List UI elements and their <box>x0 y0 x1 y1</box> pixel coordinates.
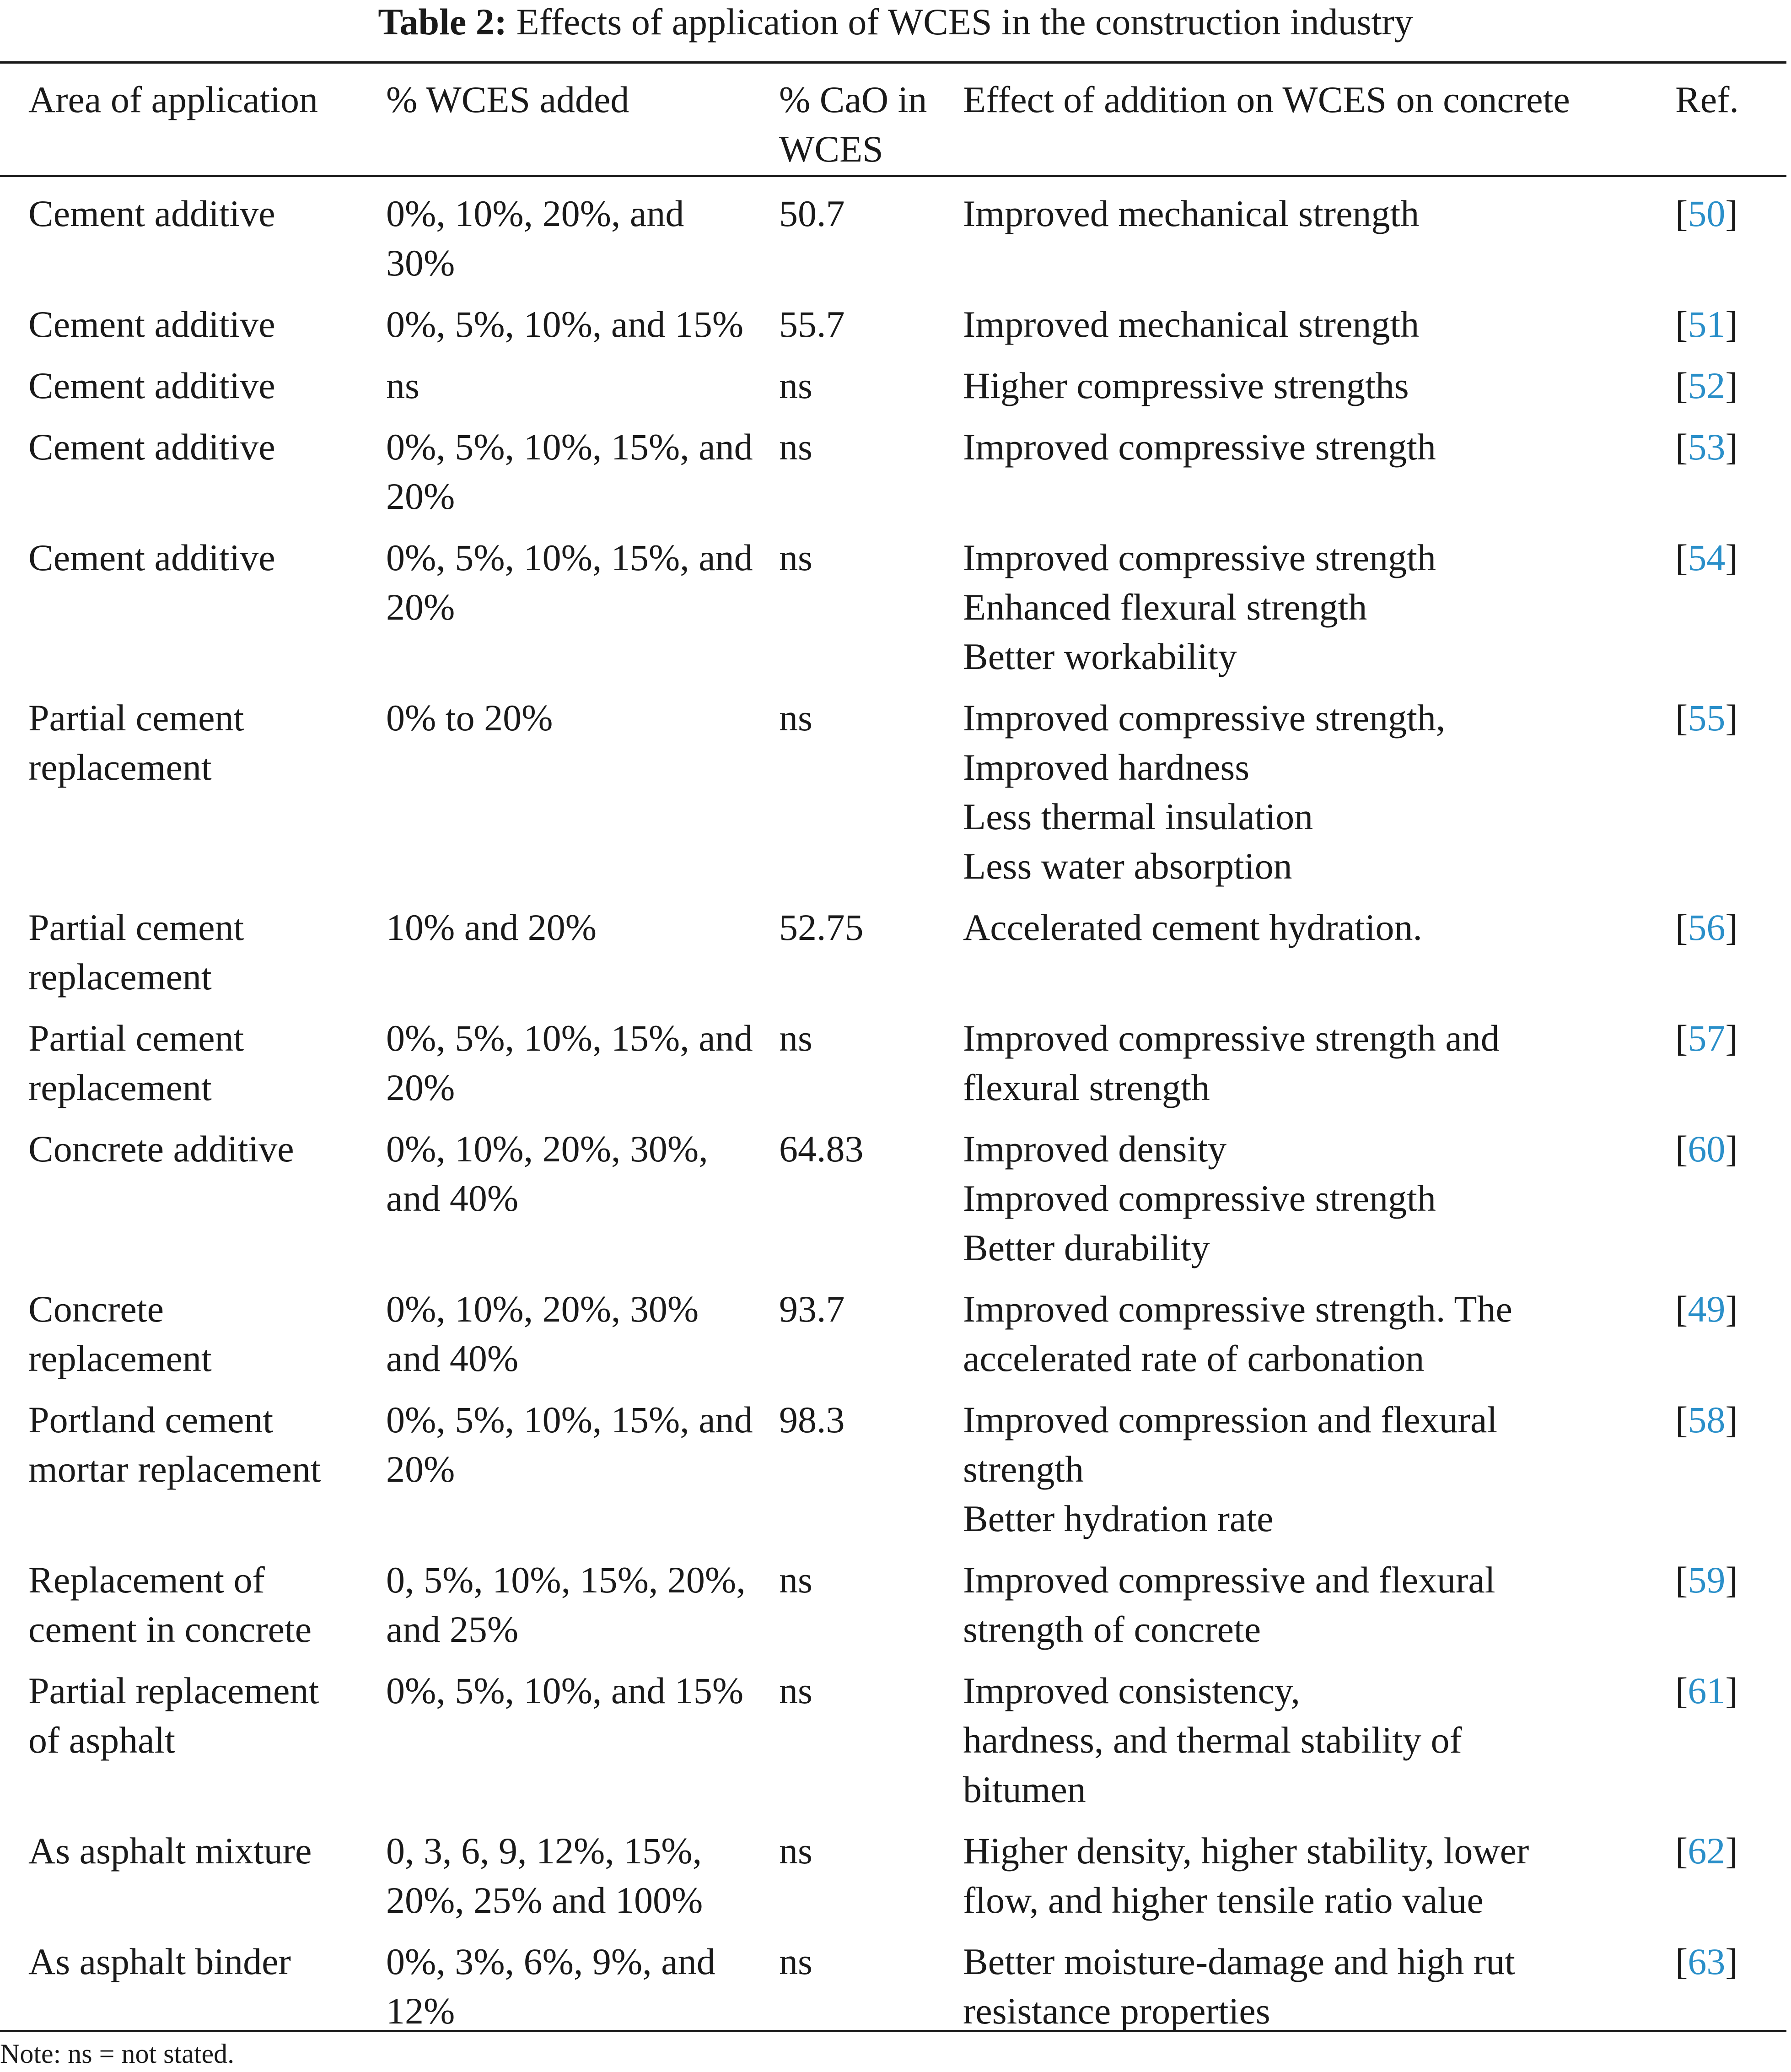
table-row <box>0 533 1786 693</box>
cell-area <box>0 361 355 422</box>
header-wces: % WCES added <box>386 79 629 120</box>
cell-line: and 40% <box>386 1338 519 1379</box>
cell-line: and 25% <box>386 1608 519 1650</box>
table-row <box>0 1284 1786 1395</box>
cell-line: As asphalt binder <box>28 1941 291 1982</box>
cell-line: 0%, 5%, 10%, 15%, and <box>386 1017 753 1059</box>
reference-link[interactable]: 58 <box>1688 1399 1726 1441</box>
cell-line: 0%, 5%, 10%, and 15% <box>386 1670 744 1711</box>
reference-link[interactable]: 60 <box>1688 1128 1726 1170</box>
cell-cao: 64.83 <box>779 1128 864 1170</box>
cell-wces <box>355 1395 779 1555</box>
cell-line: As asphalt mixture <box>28 1830 312 1872</box>
cell-line: Improved compressive strength, <box>963 697 1446 739</box>
reference-link[interactable]: 50 <box>1688 193 1726 234</box>
cell-line: resistance properties <box>963 1990 1270 2032</box>
table-label: Table 2: <box>378 1 507 43</box>
reference-link[interactable]: 52 <box>1688 365 1726 406</box>
cell-line: Enhanced flexural strength <box>963 586 1367 628</box>
cell-wces <box>355 1826 779 1937</box>
cell-cao: ns <box>779 1830 812 1872</box>
cell-cao: 98.3 <box>779 1399 845 1441</box>
cell-effect <box>963 361 1658 422</box>
table-row <box>0 1395 1786 1555</box>
cell-line: Improved compressive and flexural <box>963 1559 1495 1601</box>
cell-effect <box>963 1826 1658 1937</box>
cell-wces <box>355 300 779 361</box>
reference-link[interactable]: 59 <box>1688 1559 1726 1601</box>
cell-line: Improved compressive strength. The <box>963 1288 1512 1330</box>
cell-area <box>0 1826 355 1937</box>
table-row <box>0 422 1786 533</box>
cell-effect <box>963 1014 1658 1124</box>
header-row <box>0 69 1786 183</box>
cell-line: 20% <box>386 1067 455 1108</box>
table-row <box>0 1666 1786 1826</box>
cell-line: Better durability <box>963 1227 1210 1268</box>
cell-cao: 93.7 <box>779 1288 845 1330</box>
cell-wces <box>355 1284 779 1395</box>
cell-wces <box>355 1124 779 1284</box>
cell-line: 0% to 20% <box>386 697 553 739</box>
cell-cao: ns <box>779 1670 812 1711</box>
cell-line: mortar replacement <box>28 1448 321 1490</box>
cell-wces <box>355 693 779 903</box>
cell-ref: [60] <box>1675 1128 1738 1170</box>
cell-line: cement in concrete <box>28 1608 312 1650</box>
cell-effect <box>963 903 1658 1014</box>
cell-line: Improved consistency, <box>963 1670 1301 1711</box>
reference-link[interactable]: 62 <box>1688 1830 1726 1872</box>
cell-effect <box>963 300 1658 361</box>
cell-cao: 52.75 <box>779 906 864 948</box>
cell-line: 0, 3, 6, 9, 12%, 15%, <box>386 1830 702 1872</box>
cell-cao: 55.7 <box>779 303 845 345</box>
reference-link[interactable]: 55 <box>1688 697 1726 739</box>
cell-line: 0, 5%, 10%, 15%, 20%, <box>386 1559 746 1601</box>
cell-line: 0%, 5%, 10%, 15%, and <box>386 1399 753 1441</box>
cell-line: Improved density <box>963 1128 1227 1170</box>
cell-line: 0%, 10%, 20%, 30% <box>386 1288 699 1330</box>
cell-line: flow, and higher tensile ratio value <box>963 1879 1484 1921</box>
cell-line: Concrete <box>28 1288 164 1330</box>
cell-area <box>0 300 355 361</box>
cell-line: replacement <box>28 956 212 998</box>
cell-ref: [61] <box>1675 1670 1738 1711</box>
reference-link[interactable]: 56 <box>1688 906 1726 948</box>
table-row <box>0 1826 1786 1937</box>
cell-cao: ns <box>779 1559 812 1601</box>
cell-line: Cement additive <box>28 303 275 345</box>
cell-line: replacement <box>28 1067 212 1108</box>
reference-link[interactable]: 49 <box>1688 1288 1726 1330</box>
cell-line: Partial cement <box>28 697 244 739</box>
cell-line: ns <box>386 365 420 406</box>
bottom-rule <box>0 2030 1786 2032</box>
cell-line: 10% and 20% <box>386 906 597 948</box>
cell-line: Partial cement <box>28 906 244 948</box>
cell-line: Less thermal insulation <box>963 796 1313 837</box>
cell-effect <box>963 1395 1658 1555</box>
reference-link[interactable]: 54 <box>1688 537 1726 578</box>
table-row <box>0 183 1786 300</box>
cell-effect <box>963 1284 1658 1395</box>
cell-line: Improved compressive strength <box>963 426 1436 468</box>
cell-area <box>0 1395 355 1555</box>
cell-effect <box>963 533 1658 693</box>
table-body <box>0 183 1786 2048</box>
cell-line: 30% <box>386 242 455 284</box>
cell-wces <box>355 903 779 1014</box>
cell-line: 0%, 5%, 10%, 15%, and <box>386 537 753 578</box>
reference-link[interactable]: 57 <box>1688 1017 1726 1059</box>
cell-ref: [52] <box>1675 365 1738 406</box>
cell-area <box>0 1124 355 1284</box>
cell-line: flexural strength <box>963 1067 1210 1108</box>
top-rule <box>0 61 1786 64</box>
cell-wces <box>355 1666 779 1826</box>
cell-line: 20% <box>386 1448 455 1490</box>
cell-line: Better hydration rate <box>963 1498 1274 1539</box>
cell-line: Cement additive <box>28 193 275 234</box>
table-row <box>0 1124 1786 1284</box>
cell-ref: [57] <box>1675 1017 1738 1059</box>
cell-line: hardness, and thermal stability of <box>963 1719 1462 1761</box>
cell-line: Cement additive <box>28 426 275 468</box>
cell-line: 20%, 25% and 100% <box>386 1879 703 1921</box>
table-caption <box>0 0 1791 46</box>
cell-line: and 40% <box>386 1177 519 1219</box>
cell-line: Partial replacement <box>28 1670 319 1711</box>
cell-cao: ns <box>779 697 812 739</box>
cell-ref: [58] <box>1675 1399 1738 1441</box>
table-row <box>0 693 1786 903</box>
cell-ref: [55] <box>1675 697 1738 739</box>
table-note: Note: ns = not stated. <box>0 2039 235 2069</box>
cell-line: 12% <box>386 1990 455 2032</box>
cell-line: replacement <box>28 746 212 788</box>
cell-wces <box>355 533 779 693</box>
cell-ref: [54] <box>1675 537 1738 578</box>
header-area: Area of application <box>28 79 318 120</box>
cell-line: Higher compressive strengths <box>963 365 1409 406</box>
cell-wces <box>355 361 779 422</box>
cell-line: strength of concrete <box>963 1608 1261 1650</box>
cell-line: Improved compressive strength and <box>963 1017 1500 1059</box>
table-row <box>0 300 1786 361</box>
cell-effect <box>963 183 1658 300</box>
cell-line: strength <box>963 1448 1084 1490</box>
cell-ref: [56] <box>1675 906 1738 948</box>
cell-line: Replacement of <box>28 1559 265 1601</box>
cell-area <box>0 1284 355 1395</box>
cell-line: Concrete additive <box>28 1128 294 1170</box>
table-row <box>0 1555 1786 1666</box>
header-cao: % CaO in WCES <box>779 79 927 170</box>
reference-link[interactable]: 51 <box>1688 303 1726 345</box>
table-row <box>0 903 1786 1014</box>
cell-line: replacement <box>28 1338 212 1379</box>
cell-ref: [63] <box>1675 1941 1738 1982</box>
header-rule <box>0 175 1786 177</box>
cell-line: Improved compression and flexural <box>963 1399 1498 1441</box>
cell-line: 20% <box>386 475 455 517</box>
reference-link[interactable]: 63 <box>1688 1941 1726 1982</box>
cell-cao: ns <box>779 365 812 406</box>
cell-area <box>0 1555 355 1666</box>
cell-area <box>0 422 355 533</box>
cell-effect <box>963 1666 1658 1826</box>
effects-table <box>0 69 1786 2048</box>
cell-line: Better workability <box>963 636 1237 677</box>
cell-line: Improved hardness <box>963 746 1250 788</box>
cell-line: 0%, 3%, 6%, 9%, and <box>386 1941 715 1982</box>
cell-line: Cement additive <box>28 537 275 578</box>
cell-wces <box>355 1014 779 1124</box>
cell-effect <box>963 693 1658 903</box>
cell-line: Portland cement <box>28 1399 274 1441</box>
cell-effect <box>963 422 1658 533</box>
reference-link[interactable]: 53 <box>1688 426 1726 468</box>
cell-ref: [59] <box>1675 1559 1738 1601</box>
cell-line: Cement additive <box>28 365 275 406</box>
cell-line: of asphalt <box>28 1719 176 1761</box>
cell-line: Accelerated cement hydration. <box>963 906 1422 948</box>
cell-line: Better moisture-damage and high rut <box>963 1941 1515 1982</box>
cell-line: accelerated rate of carbonation <box>963 1338 1425 1379</box>
cell-ref: [62] <box>1675 1830 1738 1872</box>
cell-line: Partial cement <box>28 1017 244 1059</box>
table-title: Effects of application of WCES in the construction industry <box>516 1 1413 43</box>
cell-cao: ns <box>779 1941 812 1982</box>
header-effect: Effect of addition on WCES on concrete <box>963 79 1570 120</box>
cell-wces <box>355 422 779 533</box>
cell-ref: [49] <box>1675 1288 1738 1330</box>
cell-area <box>0 1666 355 1826</box>
cell-area <box>0 1014 355 1124</box>
cell-line: Less water absorption <box>963 845 1292 887</box>
cell-line: Higher density, higher stability, lower <box>963 1830 1529 1872</box>
cell-line: bitumen <box>963 1769 1086 1810</box>
cell-line: Improved compressive strength <box>963 537 1436 578</box>
cell-effect <box>963 1124 1658 1284</box>
cell-cao: 50.7 <box>779 193 845 234</box>
cell-area <box>0 903 355 1014</box>
table-row <box>0 361 1786 422</box>
header-ref: Ref. <box>1675 79 1739 120</box>
cell-cao: ns <box>779 1017 812 1059</box>
cell-ref: [51] <box>1675 303 1738 345</box>
cell-effect <box>963 1555 1658 1666</box>
cell-area <box>0 533 355 693</box>
cell-area <box>0 693 355 903</box>
table-row <box>0 1014 1786 1124</box>
cell-cao: ns <box>779 426 812 468</box>
cell-line: 0%, 5%, 10%, 15%, and <box>386 426 753 468</box>
cell-line: 0%, 10%, 20%, 30%, <box>386 1128 708 1170</box>
cell-wces <box>355 183 779 300</box>
cell-line: Improved mechanical strength <box>963 303 1420 345</box>
cell-wces <box>355 1555 779 1666</box>
cell-line: 20% <box>386 586 455 628</box>
cell-ref: [53] <box>1675 426 1738 468</box>
reference-link[interactable]: 61 <box>1688 1670 1726 1711</box>
cell-area <box>0 183 355 300</box>
cell-line: 0%, 5%, 10%, and 15% <box>386 303 744 345</box>
cell-ref: [50] <box>1675 193 1738 234</box>
cell-cao: ns <box>779 537 812 578</box>
cell-line: Improved compressive strength <box>963 1177 1436 1219</box>
cell-line: 0%, 10%, 20%, and <box>386 193 684 234</box>
cell-line: Improved mechanical strength <box>963 193 1420 234</box>
